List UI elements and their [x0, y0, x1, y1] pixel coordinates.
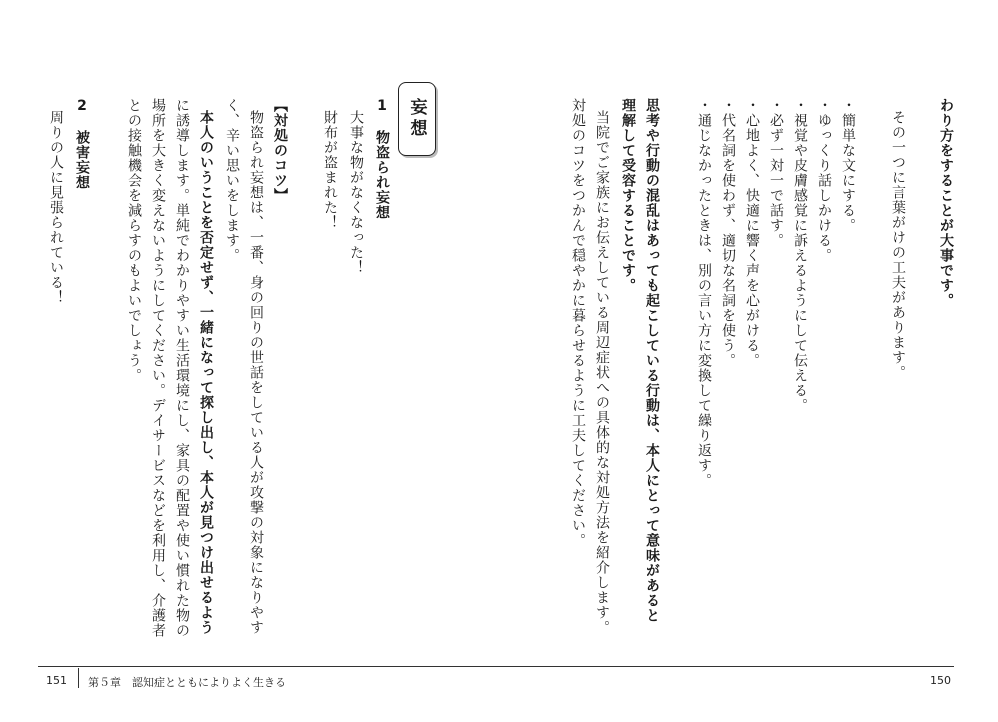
quote-line: 財布が盗まれた！ [322, 110, 338, 230]
right-text-line: その一つに言葉がけの工夫があります。 [890, 110, 906, 380]
bullet-item: ・簡単な文にする。 [840, 98, 856, 233]
right-text-line: 当院でご家族にお伝えしている周辺症状への具体的な対処方法を紹介します。 [594, 110, 610, 635]
chapter-title: 第５章 認知症とともによりよく生きる [88, 676, 286, 689]
bullet-item: ・視覚や皮膚感覚に訴えるようにして伝える。 [792, 98, 808, 413]
footer-separator [78, 668, 79, 688]
bullet-item: ・ゆっくり話しかける。 [816, 98, 832, 263]
bullet-item: ・代名詞を使わず、適切な名詞を使う。 [720, 98, 736, 368]
section-title: 妄想 [398, 82, 436, 156]
bullet-item: ・必ず一対一で話す。 [768, 98, 784, 248]
right-text-line: 理解して受容することです。 [620, 98, 636, 293]
tips-line: 本人のいうことを否定せず、一緒になって探し出し、本人が見つけ出せるよう [198, 110, 214, 635]
tips-line: く、辛い思いをします。 [224, 98, 240, 263]
bullet-item: ・心地よく、快適に響く声を心がける。 [744, 98, 760, 368]
footer-rule [38, 666, 954, 667]
tips-heading: 【対処のコツ】 [272, 98, 288, 203]
item-heading: 2 被害妄想 [74, 98, 90, 190]
right-text-line: 対処のコツをつかんで穏やかに暮らせるように工夫してください。 [570, 98, 586, 548]
tips-line: に誘導します。単純でわかりやすい生活環境にし、家具の配置や使い慣れた物の [174, 98, 190, 638]
page-number-left: 151 [46, 674, 67, 687]
tips-line: 物盗られ妄想は、一番、身の回りの世話をしている人が攻撃の対象になりやす [248, 110, 264, 635]
right-text-line: わり方をすることが大事です。 [938, 98, 954, 308]
bullet-item: ・通じなかったときは、別の言い方に変換して繰り返す。 [696, 98, 712, 488]
tips-line: との接触機会を減らすのもよいでしょう。 [126, 98, 142, 383]
item-heading: 1 物盗られ妄想 [374, 98, 390, 220]
page-number-right: 150 [930, 674, 951, 687]
quote-line: 大事な物がなくなった！ [348, 110, 364, 275]
tips-line: 場所を大きく変えないようにしてください。デイサービスなどを利用し、介護者 [150, 98, 166, 638]
right-text-line: 思考や行動の混乱はあっても起こしている行動は、本人にとって意味があると [644, 98, 660, 623]
quote-line: 周りの人に見張られている！ [48, 110, 64, 305]
